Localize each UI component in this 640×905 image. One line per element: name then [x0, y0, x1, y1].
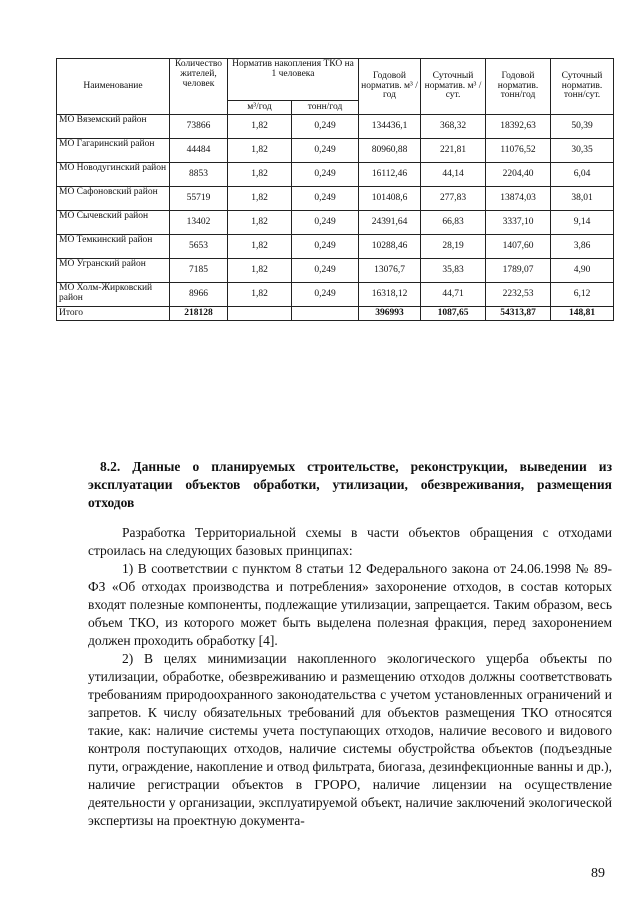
cell-annual-m3: 24391,64	[359, 211, 421, 235]
paragraph: 2) В целях минимизации накопленного экологического ущерба объекты по утилизации, обработке, обезвреживанию и размещению отходов должны соответствовать требованиям природоохранного законодательства с учетом установленных ограничений и запретов. К числу обязательных требований для объектов размещения ТКО относятся такие, как: наличие системы учета поступающих отходов, наличие весового и видового контроля поступающих отходов, наличие системы обустройства объектов (подъездные пути, ограждение, накопление и отвод фильтрата, биогаза, дезинфекционные ванны и др.), наличие регистрации объектов в ГРОРО, наличие лицензии на осуществление деятельности у организации, эксплуатируемой объект, наличие заключений экологической экспертизы на проектную документа-	[88, 651, 612, 828]
cell-annual-m3: 134436,1	[359, 115, 421, 139]
cell-daily-m3: 1087,65	[421, 307, 486, 321]
table-row	[57, 259, 614, 283]
cell-norm-m3	[228, 307, 292, 321]
table-body	[57, 115, 614, 321]
cell-population: 13402	[170, 211, 228, 235]
paragraph: 1) В соответствии с пунктом 8 статьи 12 Федерального закона от 24.06.1998 № 89-ФЗ «Об отходах производства и потребления» захоронение отходов, в состав которых входят полезные компоненты, подлежащие утилизации, запрещается. Таким образом, весь объем ТКО, из которого может быть выделена полезная фракция, перед захоронением должен проходить обработку [4].	[88, 561, 612, 648]
table-row	[57, 115, 614, 139]
cell-norm-t: 0,249	[292, 115, 359, 139]
cell-annual-t: 3337,10	[486, 211, 551, 235]
cell-annual-m3: 396993	[359, 307, 421, 321]
cell-daily-m3: 368,32	[421, 115, 486, 139]
cell-norm-m3: 1,82	[228, 211, 292, 235]
cell-daily-m3: 28,19	[421, 235, 486, 259]
cell-daily-m3: 44,14	[421, 163, 486, 187]
header-norm-t: тонн/год	[292, 101, 359, 115]
cell-name: МО Темкинский район	[57, 235, 170, 259]
cell-name: МО Вяземский район	[57, 115, 170, 139]
cell-population: 73866	[170, 115, 228, 139]
cell-daily-t: 38,01	[551, 187, 614, 211]
cell-annual-t: 1789,07	[486, 259, 551, 283]
cell-daily-t: 6,04	[551, 163, 614, 187]
waste-norms-table	[56, 58, 614, 321]
cell-population: 8853	[170, 163, 228, 187]
cell-name: МО Новодугинский район	[57, 163, 170, 187]
cell-annual-t: 1407,60	[486, 235, 551, 259]
cell-population: 55719	[170, 187, 228, 211]
cell-daily-t: 30,35	[551, 139, 614, 163]
table-row	[57, 163, 614, 187]
cell-daily-m3: 66,83	[421, 211, 486, 235]
cell-norm-t: 0,249	[292, 211, 359, 235]
cell-norm-t: 0,249	[292, 283, 359, 307]
cell-norm-m3: 1,82	[228, 259, 292, 283]
cell-daily-m3: 277,83	[421, 187, 486, 211]
table-row	[57, 283, 614, 307]
cell-norm-m3: 1,82	[228, 163, 292, 187]
cell-population: 5653	[170, 235, 228, 259]
table-total-row	[57, 307, 614, 321]
section-body	[88, 524, 612, 830]
cell-daily-t: 3,86	[551, 235, 614, 259]
table-row	[57, 187, 614, 211]
cell-norm-t: 0,249	[292, 235, 359, 259]
cell-annual-m3: 13076,7	[359, 259, 421, 283]
cell-name: МО Сафоновский район	[57, 187, 170, 211]
header-annual-m3: Годовой норматив. м³ /год	[359, 59, 421, 115]
cell-annual-t: 2204,40	[486, 163, 551, 187]
header-norm-m3: м³/год	[228, 101, 292, 115]
cell-name: Итого	[57, 307, 170, 321]
cell-norm-m3: 1,82	[228, 115, 292, 139]
cell-daily-m3: 221,81	[421, 139, 486, 163]
table-row	[57, 235, 614, 259]
header-daily-m3: Суточный норматив. м³ /сут.	[421, 59, 486, 115]
cell-norm-t: 0,249	[292, 187, 359, 211]
cell-norm-t: 0,249	[292, 163, 359, 187]
cell-population: 8966	[170, 283, 228, 307]
cell-annual-m3: 80960,88	[359, 139, 421, 163]
header-annual-t: Годовой норматив. тонн/год	[486, 59, 551, 115]
table-header	[57, 59, 614, 115]
cell-daily-m3: 44,71	[421, 283, 486, 307]
cell-annual-m3: 101408,6	[359, 187, 421, 211]
cell-norm-t: 0,249	[292, 259, 359, 283]
cell-population: 7185	[170, 259, 228, 283]
header-daily-t: Суточный норматив. тонн/сут.	[551, 59, 614, 115]
page-number: 89	[591, 866, 605, 881]
cell-daily-t: 9,14	[551, 211, 614, 235]
cell-annual-t: 2232,53	[486, 283, 551, 307]
cell-daily-t: 148,81	[551, 307, 614, 321]
cell-daily-t: 6,12	[551, 283, 614, 307]
cell-daily-t: 4,90	[551, 259, 614, 283]
cell-norm-t	[292, 307, 359, 321]
cell-annual-m3: 10288,46	[359, 235, 421, 259]
cell-name: МО Сычевский район	[57, 211, 170, 235]
cell-population: 44484	[170, 139, 228, 163]
cell-annual-t: 18392,63	[486, 115, 551, 139]
cell-annual-t: 54313,87	[486, 307, 551, 321]
cell-norm-m3: 1,82	[228, 139, 292, 163]
cell-annual-t: 13874,03	[486, 187, 551, 211]
cell-annual-m3: 16112,46	[359, 163, 421, 187]
cell-daily-t: 50,39	[551, 115, 614, 139]
header-population: Количество жителей, человек	[170, 59, 228, 115]
table-row	[57, 211, 614, 235]
header-norm-group: Норматив накопления ТКО на 1 человека	[228, 59, 359, 101]
cell-name: МО Холм-Жирковский район	[57, 283, 170, 307]
header-name: Наименование	[57, 59, 170, 115]
cell-population: 218128	[170, 307, 228, 321]
cell-norm-t: 0,249	[292, 139, 359, 163]
cell-norm-m3: 1,82	[228, 283, 292, 307]
cell-daily-m3: 35,83	[421, 259, 486, 283]
cell-norm-m3: 1,82	[228, 187, 292, 211]
cell-annual-t: 11076,52	[486, 139, 551, 163]
cell-annual-m3: 16318,12	[359, 283, 421, 307]
cell-norm-m3: 1,82	[228, 235, 292, 259]
paragraph: Разработка Территориальной схемы в части объектов обращения с отходами строилась на следующих базовых принципах:	[88, 525, 612, 558]
table-row	[57, 139, 614, 163]
cell-name: МО Гагаринский район	[57, 139, 170, 163]
cell-name: МО Угранский район	[57, 259, 170, 283]
section-heading: 8.2. Данные о планируемых строительстве, реконструкции, выведении из эксплуатации объектов обработки, утилизации, обезвреживания, размещения отходов	[88, 459, 612, 510]
